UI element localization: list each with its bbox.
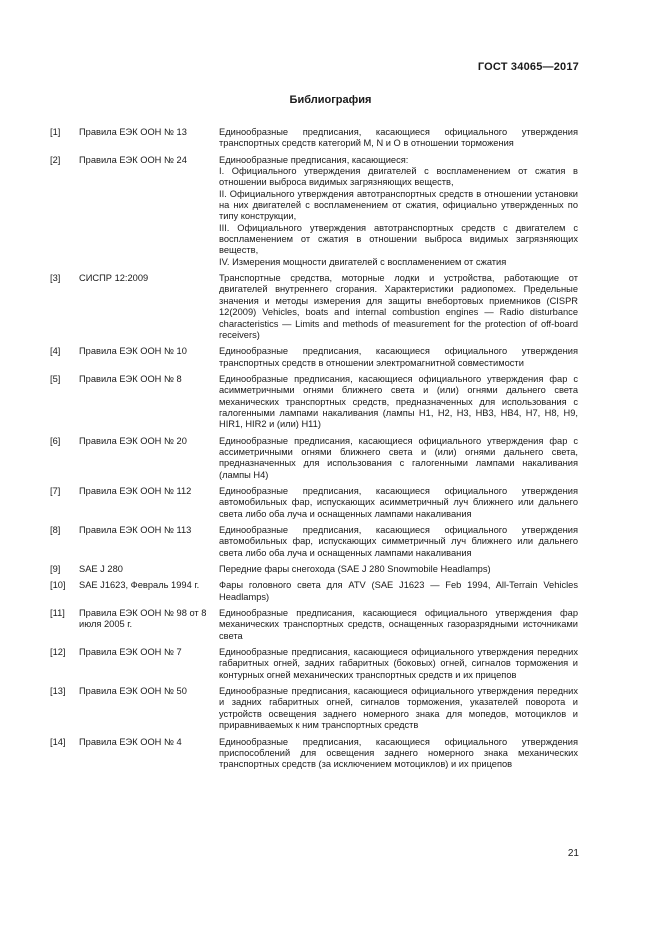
entry-source: Правила ЕЭК ООН № 112 [79, 485, 192, 496]
entry-number: [5] [50, 373, 61, 384]
bibliography-entry [50, 647, 578, 681]
entry-description-line: Единообразные предписания, касающиеся: [219, 154, 409, 165]
entry-description-line: IV. Измерения мощности двигателей с воспламенением от сжатия [219, 256, 507, 267]
entry-number: [3] [50, 273, 61, 284]
entry-description-line: Единообразные предписания, касающиеся официального утверждения фар с асимметричными огнями ближнего света и (или) огнями дальнего света механических транспортных средств, предназначенных для использования с галогенными лампами накаливания (лампы Н1, Н2, Н3, НВ3, НВ4, Н7, Н8, Н9, HIR1, HIR2 и (или) Н11) [219, 373, 578, 430]
entry-description [219, 346, 578, 369]
bibliography-entry [50, 155, 578, 268]
entry-number: [11] [50, 608, 65, 619]
entry-description [219, 127, 578, 150]
entry-description-line: Единообразные предписания, касающиеся официального утверждения автомобильных фар, испускающих симметричный луч ближнего или дальнего света либо оба луча и оснащенных лампами накаливания [219, 525, 578, 558]
entry-source: СИСПР 12:2009 [79, 273, 149, 284]
entry-description-line: Единообразные предписания, касающиеся официального утверждения передних и задних габаритных огней, сигналов торможения, указателей поворота и устройств освещения заднего номерного знака для мопедов, мотоциклов и приравниваемых к ним транспортных средств [219, 686, 578, 731]
bibliography-entry [50, 436, 578, 481]
bibliography-list [50, 127, 578, 776]
entry-description-line: II. Официального утверждения автотранспортных средств в отношении установки на них двигателей с воспламенением от сжатия, официально утвержденных по типу конструкции, [219, 188, 578, 222]
entry-description [219, 608, 578, 642]
entry-source: Правила ЕЭК ООН № 8 [79, 373, 182, 384]
entry-description [219, 273, 578, 341]
entry-description-line: Единообразные предписания, касающиеся официального утверждения транспортных средств в отношении электромагнитной совместимости [219, 346, 578, 368]
entry-source: Правила ЕЭК ООН № 10 [79, 346, 187, 357]
entry-description-line: Единообразные предписания, касающиеся официального утверждения транспортных средств категорий М, N и О в отношении торможения [219, 127, 578, 149]
entry-description [219, 647, 578, 681]
entry-source: SAE J1623, Февраль 1994 г. [79, 580, 200, 591]
entry-source: Правила ЕЭК ООН № 113 [79, 525, 192, 535]
entry-number: [7] [50, 485, 61, 496]
entry-description [219, 436, 578, 481]
bibliography-entry [50, 346, 578, 369]
entry-source: Правила ЕЭК ООН № 13 [79, 127, 187, 137]
entry-description-line: Фары головного света для ATV (SAE J1623 — Feb 1994, All-Terrain Vehicles Headlamps) [219, 580, 578, 602]
page-number: 21 [567, 848, 579, 859]
entry-description-line: Единообразные предписания, касающиеся официального утверждения фар механических транспортных средств, оснащенных газоразрядными источниками света [219, 608, 578, 641]
entry-source: Правила ЕЭК ООН № 50 [79, 686, 187, 697]
entry-number: [1] [50, 127, 61, 137]
bibliography-entry [50, 580, 578, 603]
entry-number: [13] [50, 686, 66, 697]
entry-number: [10] [50, 580, 66, 591]
entry-number: [4] [50, 346, 61, 357]
bibliography-entry [50, 564, 578, 575]
entry-number: [9] [50, 564, 61, 575]
bibliography-entry [50, 686, 578, 731]
entry-number: [12] [50, 647, 66, 658]
entry-source: Правила ЕЭК ООН № 20 [79, 435, 187, 446]
entry-description [219, 486, 578, 520]
entry-number: [14] [50, 736, 66, 747]
entry-source: Правила ЕЭК ООН № 7 [79, 647, 182, 658]
entry-number: [6] [50, 435, 61, 446]
entry-number: [8] [50, 525, 61, 535]
entry-description-line: Единообразные предписания, касающиеся официального утверждения приспособлений для освещения заднего номерного знака механических транспортных средств (за исключением мотоциклов) и их прицепов [219, 736, 578, 770]
entry-source: Правила ЕЭК ООН № 98 от 8 июля 2005 г. [79, 608, 207, 630]
entry-description [219, 525, 578, 559]
entry-description-line: Единообразные предписания, касающиеся официального утверждения передних габаритных огней, задних габаритных (боковых) огней, сигналов торможения и контурных огней механических транспортных средств и их прицепов [219, 647, 578, 680]
document-standard-header: ГОСТ 34065—2017 [477, 61, 579, 73]
bibliography-entry [50, 486, 578, 520]
entry-description [219, 686, 578, 731]
bibliography-entry [50, 525, 578, 559]
entry-number: [2] [50, 154, 61, 165]
bibliography-entry [50, 127, 578, 150]
entry-source: Правила ЕЭК ООН № 24 [79, 154, 187, 165]
bibliography-entry [50, 374, 578, 431]
entry-description-line: Единообразные предписания, касающиеся официального утверждения автомобильных фар, испускающих асимметричный луч ближнего или дальнего света либо оба луча и оснащенных лампами накаливания [219, 485, 578, 519]
entry-description [219, 374, 578, 431]
bibliography-entry [50, 608, 578, 642]
entry-source: Правила ЕЭК ООН № 4 [79, 736, 182, 747]
entry-description-line: Передние фары снегохода (SAE J 280 Snowmobile Headlamps) [219, 564, 491, 575]
bibliography-entry [50, 273, 578, 341]
page-title: Библиография [289, 94, 372, 106]
entry-description [219, 580, 578, 603]
entry-description-line: Транспортные средства, моторные лодки и устройства, работающие от двигателей внутреннего сгорания. Характеристики радиопомех. Предельные значения и методы измерения для защиты внебортовых приемников (CISPR 12(2009) Vehicles, boats and internal combustion engines — Radio disturbance characteristics — Limits and methods of measurement for the protection of off-board receivers) [219, 273, 578, 340]
entry-description-line: I. Официального утверждения двигателей с воспламенением от сжатия в отношении выброса видимых загрязняющих веществ, [219, 166, 578, 188]
bibliography-entry [50, 737, 578, 771]
entry-source: SAE J 280 [79, 564, 123, 575]
entry-description [219, 155, 578, 268]
entry-description [219, 737, 578, 771]
entry-description-line: III. Официального утверждения автотранспортных средств с двигателем с воспламенением от сжатия в отношении выброса видимых загрязняющих веществ, [219, 222, 578, 256]
entry-description [219, 564, 578, 575]
entry-description-line: Единообразные предписания, касающиеся официального утверждения фар с ассиметричными огнями ближнего света и (или) огнями дальнего света, предназначенных для использования с галогенными лампами накаливания (лампы Н4) [219, 435, 578, 480]
